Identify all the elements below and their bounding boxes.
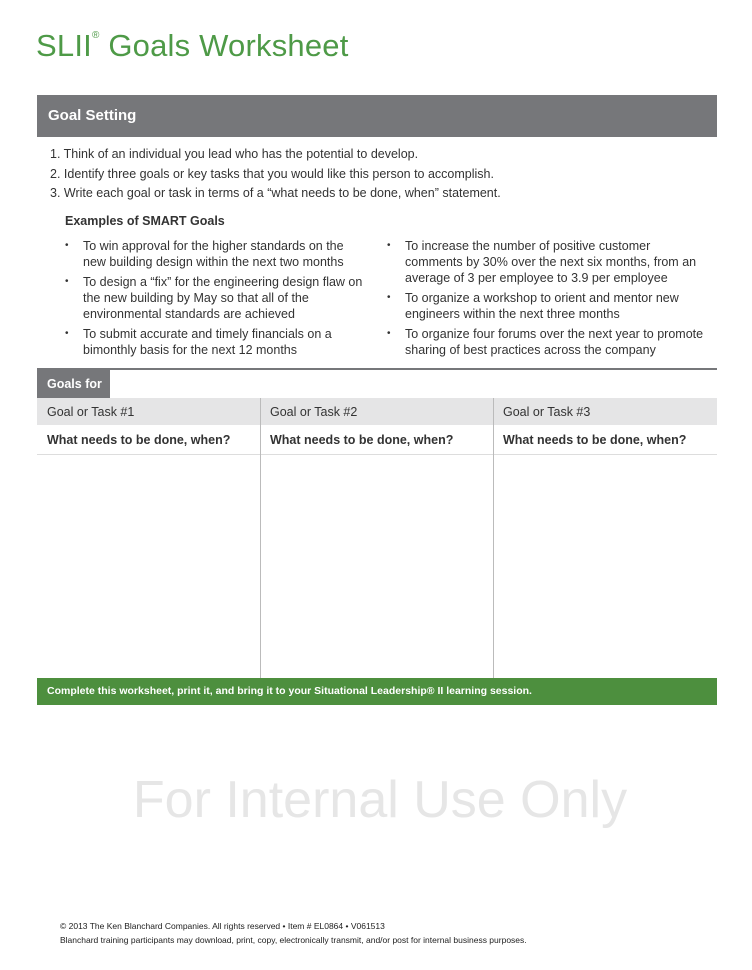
registered-mark: ®	[91, 30, 100, 41]
title-rest: Goals Worksheet	[99, 28, 349, 63]
goals-for-label: Goals for	[47, 377, 102, 391]
goal-setting-header	[37, 95, 717, 137]
step-1: 1. Think of an individual you lead who has the potential to develop.	[50, 147, 419, 161]
goal-2-subheader: What needs to be done, when?	[270, 433, 454, 447]
goals-table	[37, 398, 717, 678]
divider	[37, 368, 717, 370]
example-item: • To increase the number of positive customer comments by 30% over the next six months, from an average of 3 per employee to 3.9 per employee	[387, 238, 707, 286]
watermark: For Internal Use Only	[132, 771, 628, 829]
goal-1-header: Goal or Task #1	[47, 405, 135, 419]
table-header-row	[37, 398, 717, 425]
example-item: • To organize four forums over the next year to promote sharing of best practices across the company	[387, 326, 707, 358]
goal-1-subheader: What needs to be done, when?	[47, 433, 231, 447]
example-item: • To win approval for the higher standards on the new building design within the next two months	[65, 238, 365, 270]
title-main: SLII	[36, 28, 92, 63]
goal-2-entry-area[interactable]	[261, 455, 493, 678]
goal-1-entry-area[interactable]	[37, 455, 260, 678]
goal-2-header: Goal or Task #2	[270, 405, 358, 419]
examples-right-list	[387, 238, 707, 362]
example-item: • To submit accurate and timely financials on a bimonthly basis for the next 12 months	[65, 326, 365, 358]
instruction-text: Complete this worksheet, print it, and bring it to your Situational Leadership® II learning session.	[47, 685, 532, 697]
goal-setting-heading: Goal Setting	[48, 107, 137, 124]
goal-3-header: Goal or Task #3	[503, 405, 591, 419]
examples-left-list	[65, 238, 365, 362]
goal-3-subheader: What needs to be done, when?	[503, 433, 687, 447]
step-3: 3. Write each goal or task in terms of a “what needs to be done, when” statement.	[50, 186, 501, 200]
copyright-line: © 2013 The Ken Blanchard Companies. All rights reserved • Item # EL0864 • V061513	[60, 921, 385, 931]
example-item: • To design a “fix” for the engineering design flaw on the new building by May so that all of the environmental standards are achieved	[65, 274, 365, 322]
examples-heading: Examples of SMART Goals	[65, 214, 225, 228]
example-item: • To organize a workshop to orient and mentor new engineers within the next three months	[387, 290, 707, 322]
step-2: 2. Identify three goals or key tasks that you would like this person to accomplish.	[50, 167, 494, 181]
goal-3-entry-area[interactable]	[494, 455, 717, 678]
instruction-banner	[37, 678, 717, 705]
page-title	[36, 28, 349, 64]
usage-line: Blanchard training participants may download, print, copy, electronically transmit, and/or post for internal business purposes.	[60, 935, 527, 945]
goals-for-tab	[37, 370, 110, 398]
